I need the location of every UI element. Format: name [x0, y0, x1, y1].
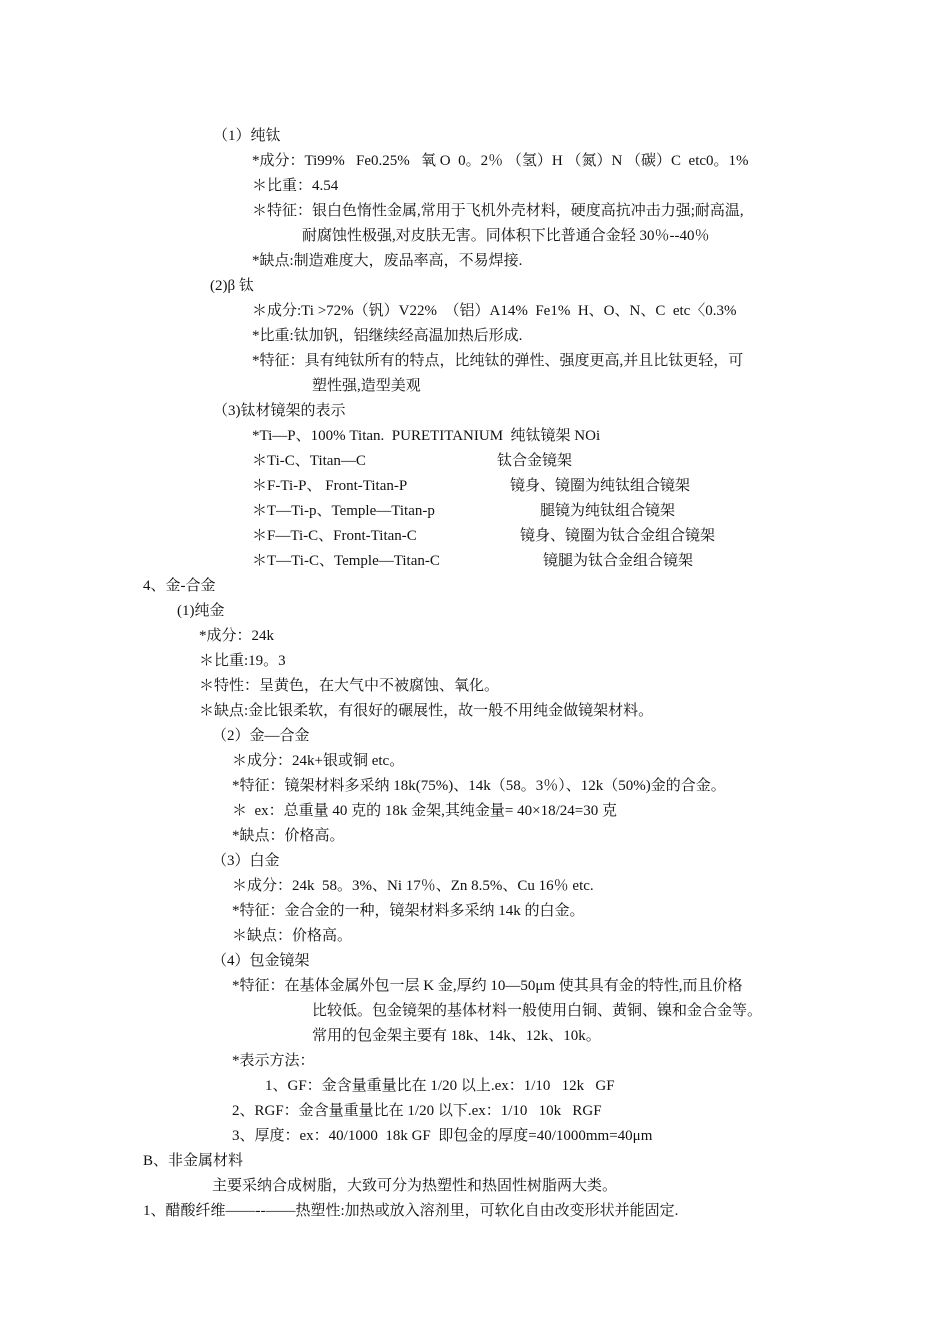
heading-gold-alloy: （2）金—合金	[212, 728, 310, 744]
text-line: ＊成分:Ti >72%（钒）V22% （铝）A14% Fe1% H、O、N、C etc〈0.3%	[252, 303, 737, 319]
text-line: *Ti—P、100% Titan. PURETITANIUM 纯钛镜架 NOi	[252, 428, 601, 444]
text-line: *比重:钛加钒，铝继续经高温加热后形成.	[252, 328, 523, 344]
notation-code: ＊F—Ti-C、Front-Titan-C	[252, 528, 417, 544]
text-line: *成分：24k	[199, 628, 275, 644]
heading-titanium-notation: （3)钛材镜架的表示	[213, 403, 346, 419]
notation-code: ＊F-Ti-P、 Front-Titan-P	[252, 478, 408, 494]
text-line: *成分：Ti99% Fe0.25% 氧 O 0。2％ （氢）H （氮）N （碳）C etc0。1%	[252, 153, 749, 169]
section-heading-nonmetal: B、非金属材料	[143, 1153, 244, 1169]
text-line: *特征：在基体金属外包一层 K 金,厚约 10—50μm 使其具有金的特性,而且价格	[232, 978, 743, 994]
text-line: ＊特性：呈黄色，在大气中不被腐蚀、氧化。	[199, 678, 500, 694]
notation-code: ＊T—Ti-C、Temple—Titan-C	[252, 553, 440, 569]
notation-meaning: 钛合金镜架	[497, 453, 573, 469]
text-line: *表示方法：	[232, 1053, 315, 1069]
notation-meaning: 镜身、镜圈为纯钛组合镜架	[510, 478, 691, 494]
notation-code: ＊T—Ti-p、Temple—Titan-p	[252, 503, 435, 519]
text-line: *特征：镜架材料多采纳 18k(75%)、14k（58。3％）、12k（50%)金的合金。	[232, 778, 726, 794]
heading-pure-titanium: （1）纯钛	[213, 128, 281, 144]
text-line: 1、醋酸纤维——--——热塑性:加热或放入溶剂里，可软化自由改变形状并能固定.	[143, 1203, 679, 1219]
notation-meaning: 腿镜为纯钛组合镜架	[540, 503, 676, 519]
text-line: ＊ ex：总重量 40 克的 18k 金架,其纯金量= 40×18/24=30 克	[232, 803, 617, 819]
text-line: 3、厚度：ex：40/1000 18k GF 即包金的厚度=40/1000mm=40μm	[232, 1128, 653, 1144]
text-line: 1、GF：金含量重量比在 1/20 以上.ex：1/10 12k GF	[265, 1078, 615, 1094]
text-line: ＊缺点：价格高。	[232, 928, 353, 944]
text-line: 2、RGF：金含量重量比在 1/20 以下.ex：1/10 10k RGF	[232, 1103, 602, 1119]
notation-code: ＊Ti-C、Titan—C	[252, 453, 366, 469]
text-line: 塑性强,造型美观	[312, 378, 421, 394]
text-line: ＊比重：4.54	[252, 178, 339, 194]
text-line: ＊成分：24k+银或铜 etc。	[232, 753, 405, 769]
text-line: 主要采纳合成树脂，大致可分为热塑性和热固性树脂两大类。	[212, 1178, 618, 1194]
heading-beta-titanium: (2)β 钛	[210, 278, 254, 294]
text-line: *特征：具有纯钛所有的特点，比纯钛的弹性、强度更高,并且比钛更轻，可	[252, 353, 744, 369]
text-line: ＊成分：24k 58。3%、Ni 17％、Zn 8.5%、Cu 16％ etc.	[232, 878, 594, 894]
text-line: *缺点：价格高。	[232, 828, 345, 844]
text-line: 耐腐蚀性极强,对皮肤无害。同体积下比普通合金轻 30％--40％	[302, 228, 710, 244]
text-line: 常用的包金架主要有 18k、14k、12k、10k。	[312, 1028, 601, 1044]
notation-meaning: 镜身、镜圈为钛合金组合镜架	[520, 528, 716, 544]
text-line: ＊特征：银白色惰性金属,常用于飞机外壳材料，硬度高抗冲击力强;耐高温,	[252, 203, 744, 219]
text-line: ＊缺点:金比银柔软，有很好的碾展性，故一般不用纯金做镜架材料。	[199, 703, 654, 719]
notation-meaning: 镜腿为钛合金组合镜架	[543, 553, 694, 569]
text-line: *特征：金合金的一种，镜架材料多采纳 14k 的白金。	[232, 903, 585, 919]
heading-gold-filled-frame: （4）包金镜架	[212, 953, 310, 969]
text-line: ＊比重:19。3	[199, 653, 286, 669]
heading-pure-gold: (1)纯金	[177, 603, 225, 619]
section-heading-gold-alloy: 4、金-合金	[143, 578, 216, 594]
text-line: 比较低。包金镜架的基体材料一般使用白铜、黄铜、镍和金合金等。	[312, 1003, 763, 1019]
heading-white-gold: （3）白金	[212, 853, 280, 869]
text-line: *缺点:制造难度大，废品率高，不易焊接.	[252, 253, 523, 269]
